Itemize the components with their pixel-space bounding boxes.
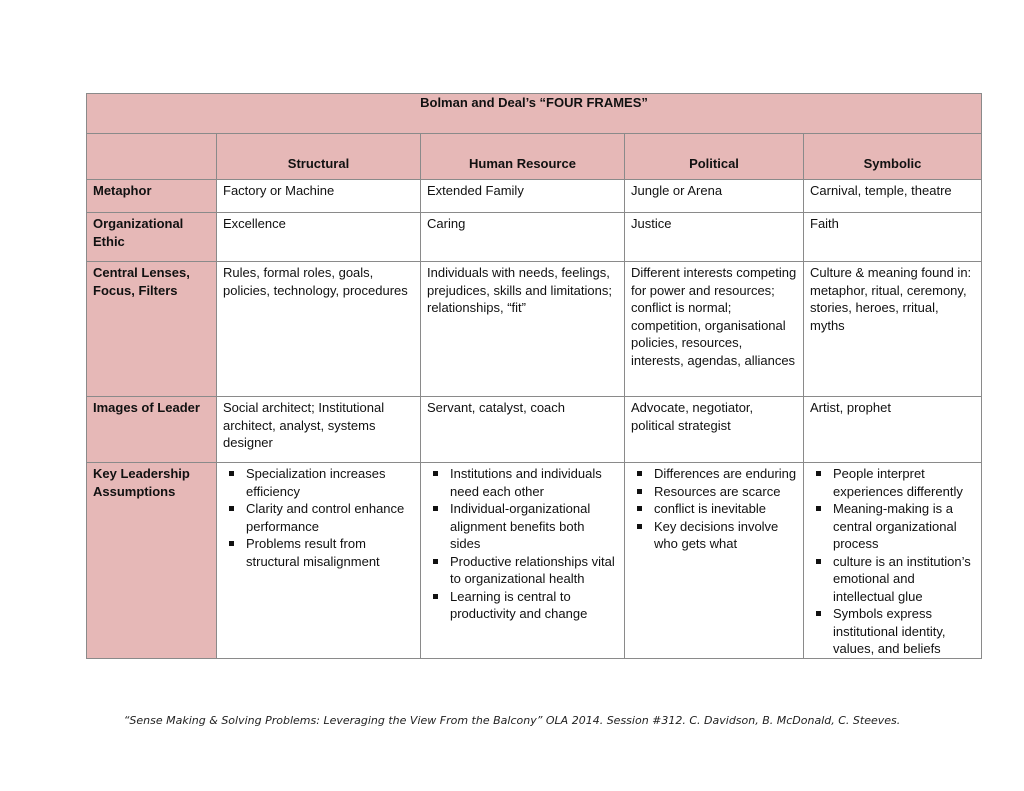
table-cell: Different interests competing for power and resources; conflict is normal; competition, organisational policies, resources, interests, agendas, alliances — [625, 262, 804, 397]
list-item: Resources are scarce — [654, 483, 797, 501]
table-cell: Justice — [625, 213, 804, 262]
table-cell — [625, 463, 804, 659]
table-cell: Individuals with needs, feelings, prejudices, skills and limitations; relationships, “fit” — [421, 262, 625, 397]
table-cell: Extended Family — [421, 180, 625, 213]
bullet-list — [631, 465, 797, 553]
row-header-ethic: Organizational Ethic — [87, 213, 217, 262]
table-cell: Social architect; Institutional architect, analyst, systems designer — [217, 397, 421, 463]
table-cell: Excellence — [217, 213, 421, 262]
table-row-assumptions — [87, 463, 982, 659]
bullet-list — [810, 465, 975, 658]
table-cell: Rules, formal roles, goals, policies, technology, procedures — [217, 262, 421, 397]
table-cell: Artist, prophet — [804, 397, 982, 463]
four-frames-table — [86, 93, 982, 659]
list-item: conflict is inevitable — [654, 500, 797, 518]
list-item: Key decisions involve who gets what — [654, 518, 797, 553]
corner-cell — [87, 134, 217, 180]
table-cell: Factory or Machine — [217, 180, 421, 213]
list-item: culture is an institution’s emotional and intellectual glue — [833, 553, 975, 606]
row-header-lenses: Central Lenses, Focus, Filters — [87, 262, 217, 397]
table-row-metaphor — [87, 180, 982, 213]
list-item: Specialization increases efficiency — [246, 465, 414, 500]
table-cell: Carnival, temple, theatre — [804, 180, 982, 213]
table-row-lenses — [87, 262, 982, 397]
row-header-leader: Images of Leader — [87, 397, 217, 463]
row-header-metaphor: Metaphor — [87, 180, 217, 213]
list-item: Productive relationships vital to organizational health — [450, 553, 618, 588]
table-cell: Faith — [804, 213, 982, 262]
table-cell: Caring — [421, 213, 625, 262]
bullet-list — [223, 465, 414, 570]
list-item: Symbols express institutional identity, values, and beliefs — [833, 605, 975, 658]
row-header-assumptions: Key Leadership Assumptions — [87, 463, 217, 659]
table-cell — [421, 463, 625, 659]
title-row — [87, 94, 982, 134]
footer-citation: “Sense Making & Solving Problems: Leveraging the View From the Balcony” OLA 2014. Session #312. C. Davidson, B. McDonald, C. Steeves. — [123, 714, 901, 727]
table-cell: Advocate, negotiator, political strategist — [625, 397, 804, 463]
list-item: People interpret experiences differently — [833, 465, 975, 500]
column-header-human-resource: Human Resource — [421, 134, 625, 180]
table-title: Bolman and Deal’s “FOUR FRAMES” — [87, 94, 982, 134]
list-item: Individual-organizational alignment benefits both sides — [450, 500, 618, 553]
list-item: Meaning-making is a central organizational process — [833, 500, 975, 553]
list-item: Learning is central to productivity and change — [450, 588, 618, 623]
table-cell: Culture & meaning found in: metaphor, ritual, ceremony, stories, heroes, rritual, myths — [804, 262, 982, 397]
table-cell: Jungle or Arena — [625, 180, 804, 213]
table-cell — [217, 463, 421, 659]
table-cell — [804, 463, 982, 659]
list-item: Clarity and control enhance performance — [246, 500, 414, 535]
list-item: Institutions and individuals need each other — [450, 465, 618, 500]
bullet-list — [427, 465, 618, 623]
list-item: Problems result from structural misalignment — [246, 535, 414, 570]
table-cell: Servant, catalyst, coach — [421, 397, 625, 463]
column-header-symbolic: Symbolic — [804, 134, 982, 180]
column-header-row — [87, 134, 982, 180]
column-header-structural: Structural — [217, 134, 421, 180]
column-header-political: Political — [625, 134, 804, 180]
table-row-leader — [87, 397, 982, 463]
list-item: Differences are enduring — [654, 466, 797, 481]
table-row-ethic — [87, 213, 982, 262]
